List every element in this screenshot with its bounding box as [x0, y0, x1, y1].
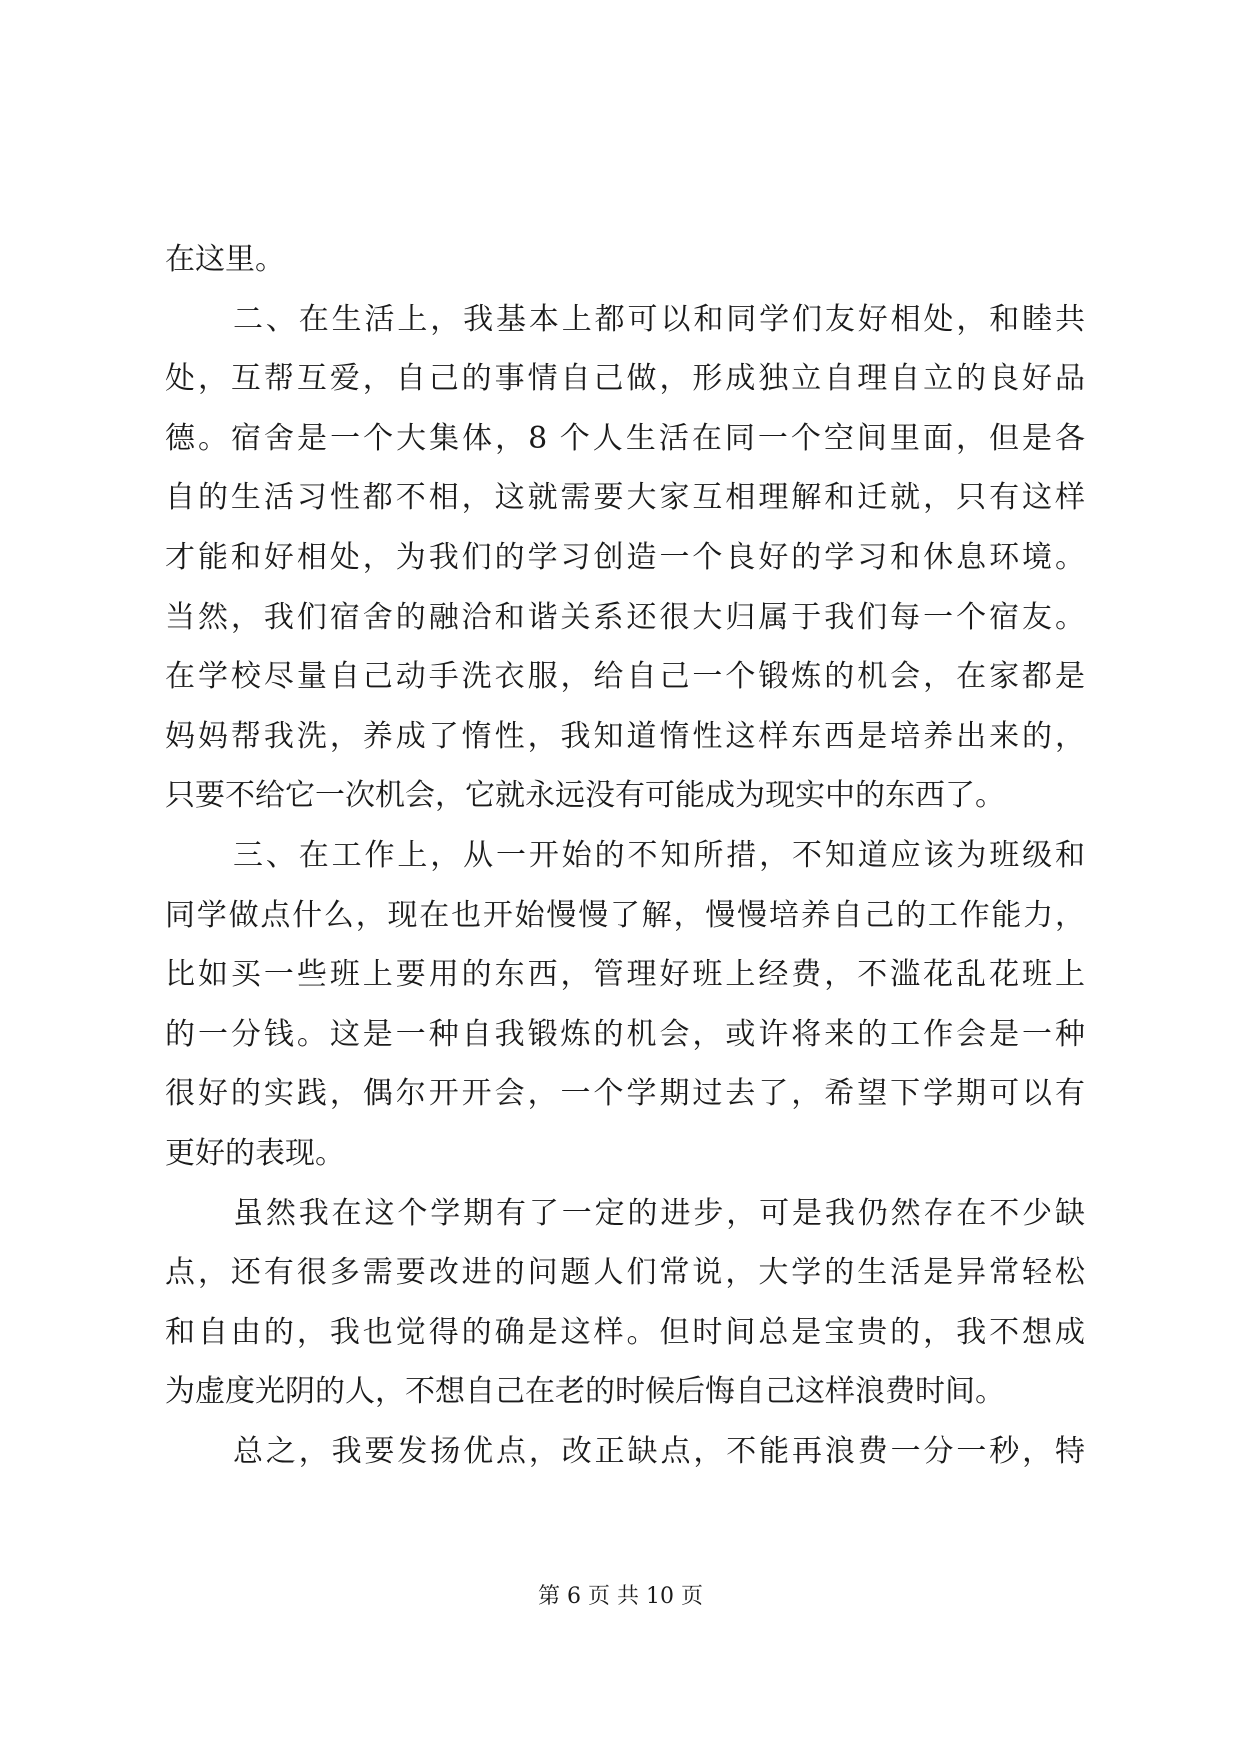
text-line: 处，互帮互爱，自己的事情自己做，形成独立自理自立的良好品: [165, 361, 1085, 397]
text-line: 点，还有很多需要改进的问题人们常说，大学的生活是异常轻松: [165, 1255, 1085, 1291]
paragraph-start-line: 三、在工作上，从一开始的不知所措，不知道应该为班级和: [233, 837, 1085, 873]
text-line: 在这里。: [165, 242, 285, 277]
text-line: 当然，我们宿舍的融洽和谐关系还很大归属于我们每一个宿友。: [165, 599, 1085, 635]
text-line: 同学做点什么，现在也开始慢慢了解，慢慢培养自己的工作能力，: [165, 897, 1085, 933]
paragraph-start-line: 总之，我要发扬优点，改正缺点，不能再浪费一分一秒，特: [233, 1433, 1085, 1469]
text-line: 很好的实践，偶尔开开会，一个学期过去了，希望下学期可以有: [165, 1076, 1085, 1112]
text-line: 妈妈帮我洗，养成了惰性，我知道惰性这样东西是培养出来的，: [165, 718, 1085, 754]
text-line: 的一分钱。这是一种自我锻炼的机会，或许将来的工作会是一种: [165, 1016, 1085, 1052]
text-line: 才能和好相处，为我们的学习创造一个良好的学习和休息环境。: [165, 539, 1085, 575]
text-line: 自的生活习性都不相，这就需要大家互相理解和迁就，只有这样: [165, 480, 1085, 516]
body-text: [165, 230, 1085, 1481]
text-line: 比如买一些班上要用的东西，管理好班上经费，不滥花乱花班上: [165, 957, 1085, 993]
paragraph-start-line: 二、在生活上，我基本上都可以和同学们友好相处，和睦共: [233, 301, 1085, 337]
text-line: 德。宿舍是一个大集体，8 个人生活在同一个空间里面，但是各: [165, 420, 1085, 456]
paragraph-start-line: 虽然我在这个学期有了一定的进步，可是我仍然存在不少缺: [233, 1195, 1085, 1231]
text-line: 和自由的，我也觉得的确是这样。但时间总是宝贵的，我不想成: [165, 1314, 1085, 1350]
text-line: 为虚度光阴的人，不想自己在老的时候后悔自己这样浪费时间。: [165, 1374, 1005, 1410]
text-line: 更好的表现。: [165, 1135, 345, 1171]
text-line: 在学校尽量自己动手洗衣服，给自己一个锻炼的机会，在家都是: [165, 659, 1085, 695]
text-line: 只要不给它一次机会，它就永远没有可能成为现实中的东西了。: [165, 778, 1005, 814]
page-number-footer: 第 6 页 共 10 页: [538, 1584, 703, 1609]
